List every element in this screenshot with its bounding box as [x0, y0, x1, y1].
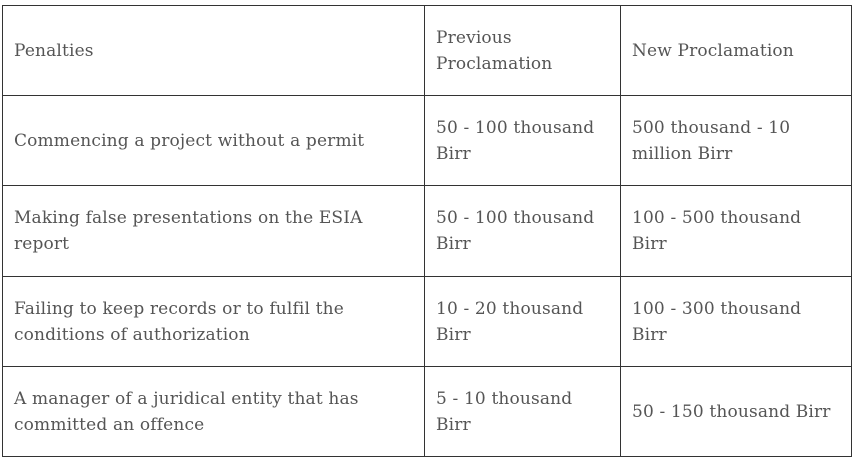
header-previous-proclamation: Previous Proclamation — [425, 6, 621, 96]
new-amount-cell: 50 - 150 thousand Birr — [621, 367, 852, 457]
penalty-cell: Failing to keep records or to fulfil the conditions of authorization — [3, 277, 425, 367]
previous-amount-cell: 10 - 20 thousand Birr — [425, 277, 621, 367]
penalty-cell: Making false presentations on the ESIA report — [3, 186, 425, 277]
table-row — [3, 367, 852, 457]
header-penalties: Penalties — [3, 6, 425, 96]
previous-amount-cell: 5 - 10 thousand Birr — [425, 367, 621, 457]
table-row — [3, 186, 852, 277]
new-amount-cell: 100 - 500 thousand Birr — [621, 186, 852, 277]
table-row — [3, 277, 852, 367]
penalty-cell: Commencing a project without a permit — [3, 96, 425, 186]
penalties-table — [2, 5, 852, 457]
table-header-row — [3, 6, 852, 96]
penalty-cell: A manager of a juridical entity that has committed an offence — [3, 367, 425, 457]
new-amount-cell: 100 - 300 thousand Birr — [621, 277, 852, 367]
table-row — [3, 96, 852, 186]
header-new-proclamation: New Proclamation — [621, 6, 852, 96]
previous-amount-cell: 50 - 100 thousand Birr — [425, 186, 621, 277]
previous-amount-cell: 50 - 100 thousand Birr — [425, 96, 621, 186]
new-amount-cell: 500 thousand - 10 million Birr — [621, 96, 852, 186]
